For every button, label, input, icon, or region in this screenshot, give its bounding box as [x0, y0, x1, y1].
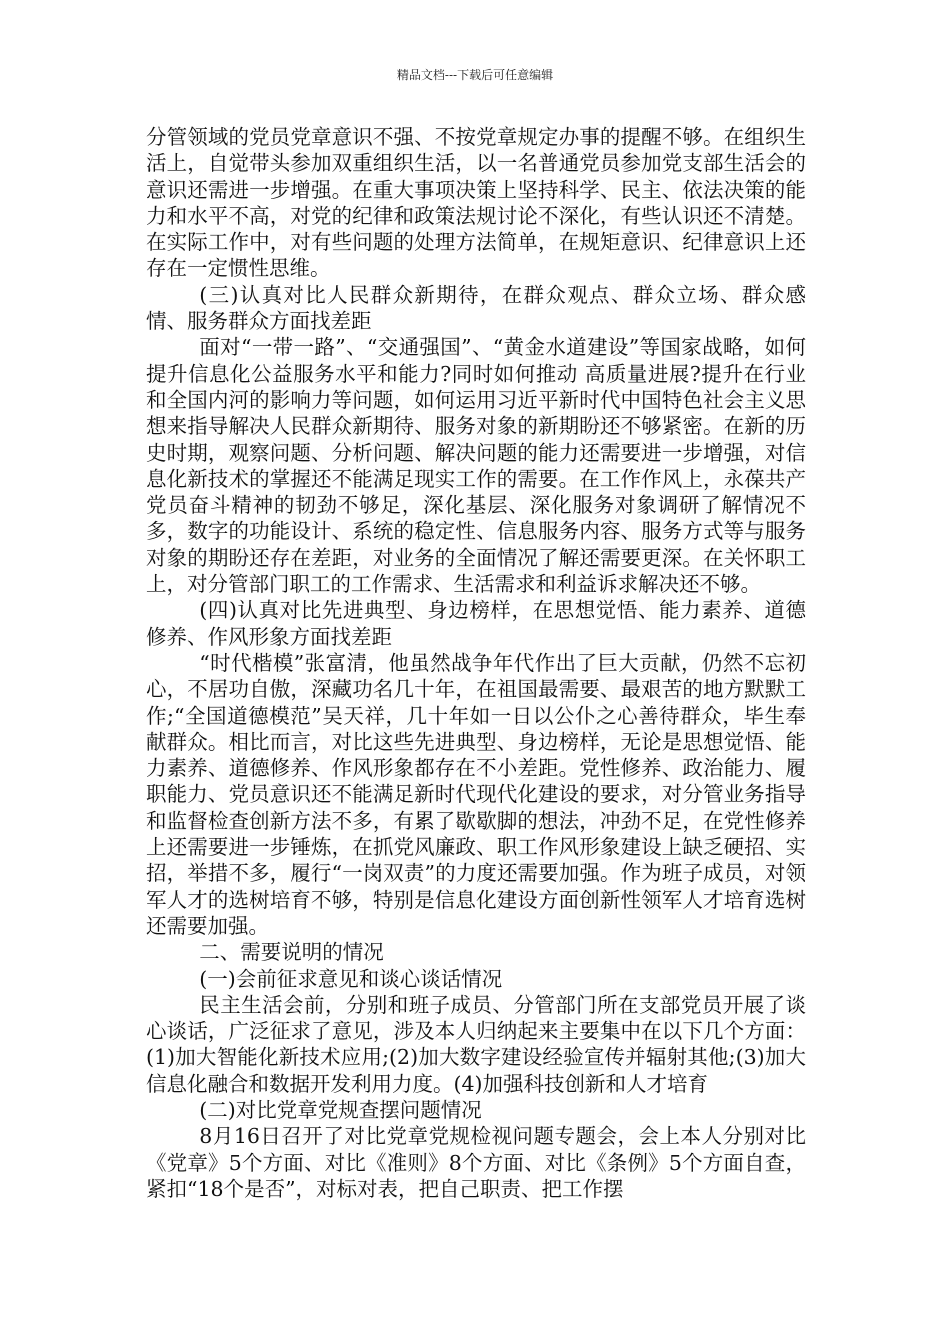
document-body [146, 124, 806, 1202]
section-heading: (三)认真对比人民群众新期待，在群众观点、群众立场、群众感情、服务群众方面找差距 [146, 282, 806, 334]
section-heading: (四)认真对比先进典型、身边榜样，在思想觉悟、能力素养、道德修养、作风形象方面找差距 [146, 598, 806, 649]
section-heading: (二)对比党章党规查摆问题情况 [199, 1097, 482, 1122]
page-header: 精品文档---下载后可任意编辑 [396, 68, 554, 82]
paragraph: 民主生活会前，分别和班子成员、分管部门所在支部党员开展了谈心谈话，广泛征求了意见，涉及本人归纳起来主要集中在以下几个方面：(1)加大智能化新技术应用;(2)加大数字建设经验宣传并辐射其他;(3)加大信息化融合和数据开发利用力度。(4)加强科技创新和人才培育 [146, 992, 806, 1096]
section-heading: (一)会前征求意见和谈心谈话情况 [199, 966, 503, 991]
section-heading: 二、需要说明的情况 [199, 940, 384, 965]
paragraph: 分管领域的党员党章意识不强、不按党章规定办事的提醒不够。在组织生活上，自觉带头参加双重组织生活，以一名普通党员参加党支部生活会的意识还需进一步增强。在重大事项决策上坚持科学、民主、依法决策的能力和水平不高，对党的纪律和政策法规讨论不深化，有些认识还不清楚。在实际工作中，对有些问题的处理方法简单，在规矩意识、纪律意识上还存在一定惯性思维。 [146, 125, 806, 281]
paragraph: “时代楷模”张富清，他虽然战争年代作出了巨大贡献，仍然不忘初心，不居功自傲，深藏功名几十年，在祖国最需要、最艰苦的地方默默工作;“全国道德模范”吴天祥，几十年如一日以公仆之心善待群众，毕生奉献群众。相比而言，对比这些先进典型、身边榜样，无论是思想觉悟、能力素养、道德修养、作风形象都存在不小差距。党性修养、政治能力、履职能力、党员意识还不能满足新时代现代化建设的要求，对分管业务指导和监督检查创新方法不多，有累了歇歇脚的想法，冲劲不足，在党性修养上还需要进一步锤炼，在抓党风廉政、职工作风形象建设上缺乏硬招、实招，举措不多，履行“一岗双责”的力度还需要加强。作为班子成员，对领军人才的选树培育不够，特别是信息化建设方面创新性领军人才培育选树还需要加强。 [146, 650, 806, 938]
paragraph: 面对“一带一路”、“交通强国”、“黄金水道建设”等国家战略，如何提升信息化公益服务水平和能力?同时如何推动 高质量进展?提升在行业和全国内河的影响力等问题，如何运用习近平新时代中国特色社会主义思想来指导解决人民群众新期待、服务对象的新期盼还不够紧密。在新的历史时期，观察问题、分析问题、解决问题的能力还需要进一步增强，对信息化新技术的掌握还不能满足现实工作的需要。在工作作风上，永葆共产党员奋斗精神的韧劲不够足，深化基层、深化服务对象调研了解情况不多，数字的功能设计、系统的稳定性、信息服务内容、服务方式等与服务对象的期盼还存在差距，对业务的全面情况了解还需要更深。在关怀职工上，对分管部门职工的工作需求、生活需求和利益诉求解决还不够。 [146, 335, 806, 597]
paragraph: 8月16日召开了对比党章党规检视问题专题会，会上本人分别对比《党章》5个方面、对比《准则》8个方面、对比《条例》5个方面自查，紧扣“18个是否”，对标对表，把自己职责、把工作摆 [146, 1124, 806, 1201]
